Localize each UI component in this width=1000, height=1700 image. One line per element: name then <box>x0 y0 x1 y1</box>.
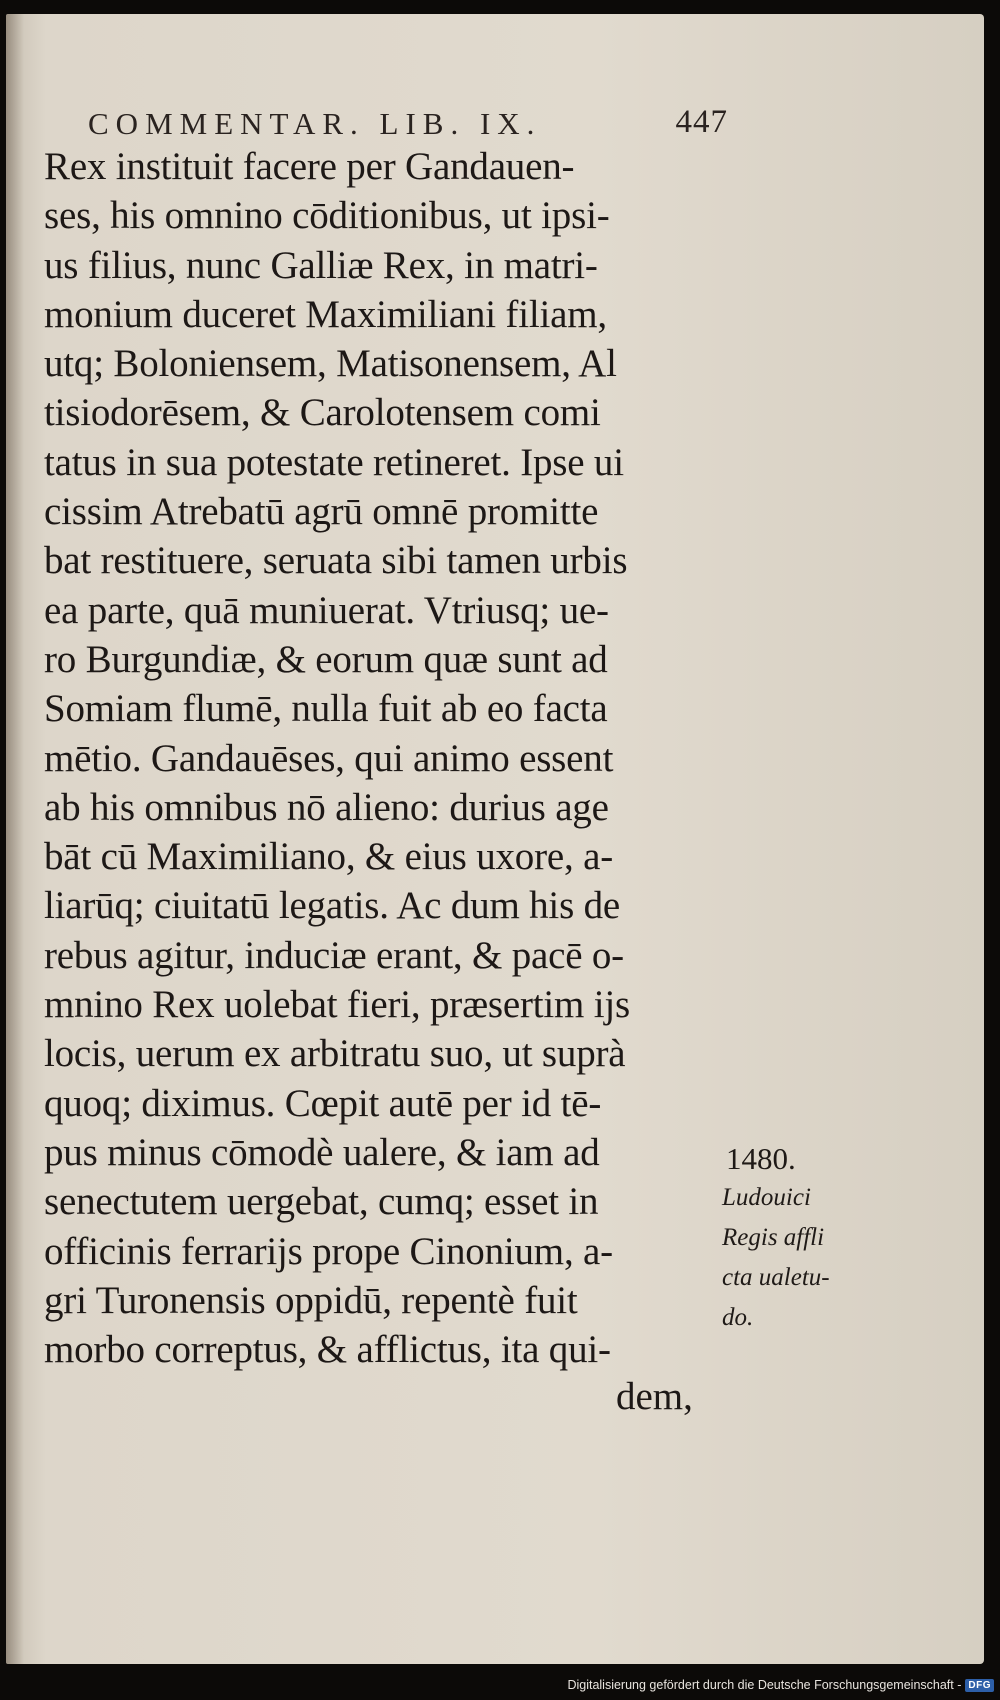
text-line: morbo correptus, & afflictus, ita qui- <box>44 1328 611 1372</box>
marginal-line: Regis affli <box>722 1224 825 1251</box>
text-line: Somiam flumē, nulla fuit ab eo facta <box>44 687 608 731</box>
text-line: ab his omnibus nō alieno: durius age <box>44 785 609 829</box>
body-text <box>44 142 734 1374</box>
text-line: tatus in sua potestate retineret. Ipse ui <box>44 440 624 484</box>
digitization-credit <box>567 1674 994 1696</box>
marginal-year: 1480. <box>726 1141 796 1176</box>
text-line: tisiodorēsem, & Carolotensem comi <box>44 391 601 435</box>
text-line: gri Turonensis oppidū, repentè fuit <box>44 1278 578 1322</box>
marginal-line: cta ualetu- <box>722 1264 830 1291</box>
credit-text: Digitalisierung gefördert durch die Deutsche Forschungsgemeinschaft - <box>567 1678 962 1692</box>
running-head-title: COMMENTAR. LIB. IX. <box>88 106 542 141</box>
text-line: ea parte, quā muniuerat. Vtriusq; ue- <box>44 588 609 632</box>
text-line: rebus agitur, induciæ erant, & pacē o- <box>44 933 624 977</box>
text-line: liarūq; ciuitatū legatis. Ac dum his de <box>44 884 621 928</box>
text-line: monium duceret Maximiliani filiam, <box>44 292 607 336</box>
running-head <box>88 102 728 142</box>
text-line: officinis ferrarijs prope Cinonium, a- <box>44 1229 613 1273</box>
book-page <box>6 14 984 1664</box>
dfg-logo: DFG <box>965 1679 994 1692</box>
text-line: bat restituere, seruata sibi tamen urbis <box>44 539 628 583</box>
gutter-shadow <box>6 14 24 1664</box>
text-line: ro Burgundiæ, & eorum quæ sunt ad <box>44 637 608 681</box>
text-line: cissim Atrebatū agrū omnē promitte <box>44 490 599 534</box>
text-line: senectutem uergebat, cumq; esset in <box>44 1180 599 1224</box>
text-line: pus minus cōmodè ualere, & iam ad <box>44 1130 600 1174</box>
text-line: utq; Boloniensem, Matisonensem, Al <box>44 342 617 386</box>
marginal-line: Ludouici <box>722 1184 811 1211</box>
text-line: mnino Rex uolebat fieri, præsertim ijs <box>44 983 630 1027</box>
page-number: 447 <box>675 104 728 140</box>
text-line: us filius, nunc Galliæ Rex, in matri- <box>44 243 598 287</box>
text-line: locis, uerum ex arbitratu suo, ut suprà <box>44 1032 626 1076</box>
marginal-line: do. <box>722 1304 754 1331</box>
text-line: bāt cū Maximiliano, & eius uxore, a- <box>44 835 613 879</box>
marginal-note <box>722 1140 882 1338</box>
text-line: quoq; diximus. Cœpit autē per id tē- <box>44 1081 602 1125</box>
text-line: Rex instituit facere per Gandauen- <box>44 145 575 188</box>
text-line: ses, his omnino cōditionibus, ut ipsi- <box>44 194 610 238</box>
catchword: dem, <box>616 1375 693 1418</box>
text-line: mētio. Gandauēses, qui animo essent <box>44 736 614 780</box>
